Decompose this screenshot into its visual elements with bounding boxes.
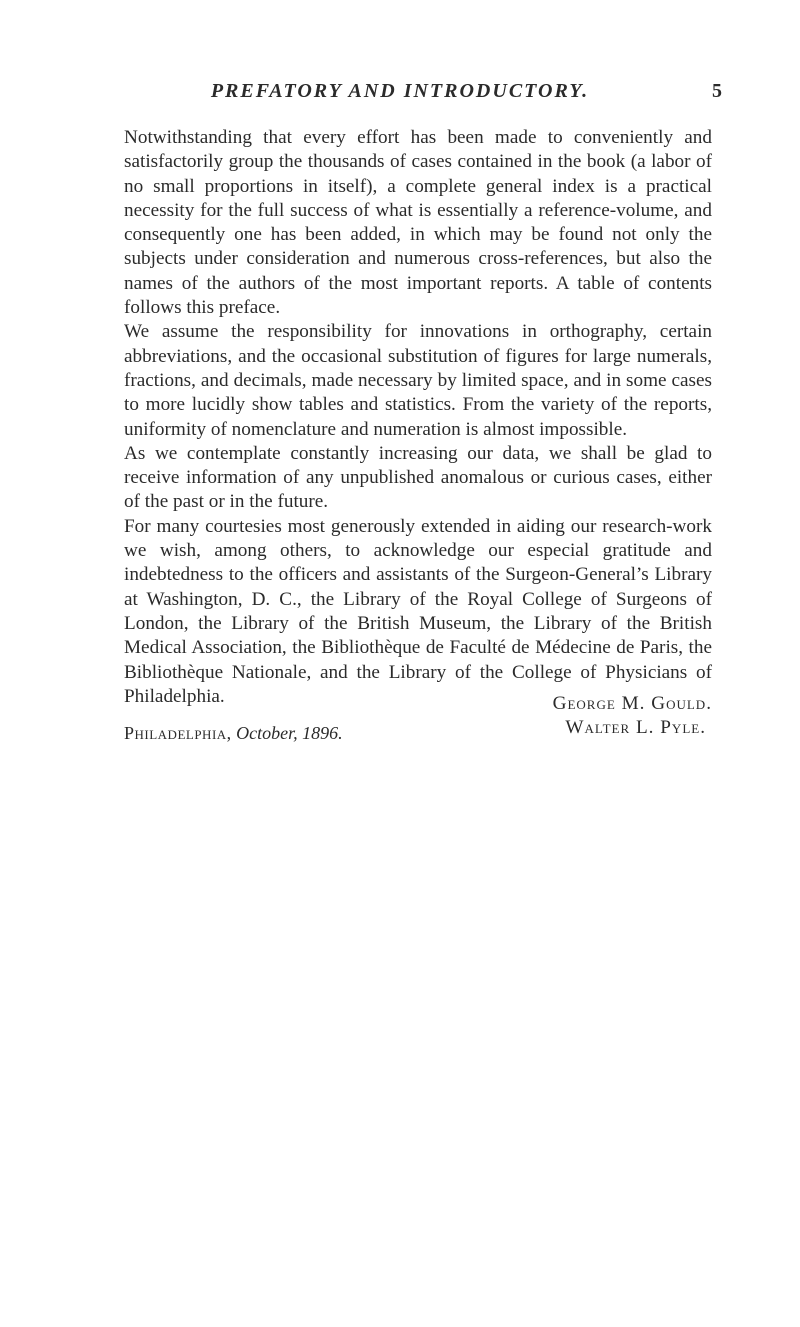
signature-block — [124, 693, 712, 753]
paragraph-1: Notwithstanding that every effort has been made to conveniently and satisfactorily group the thousands of cases contained in the book (a labor of no small proportions in itself), a complete general index is a practical necessity for the full success of what is essentially a reference-volume, and consequently one has been added, in which may be found not only the subjects under consideration and numerous cross-references, but also the names of the authors of the most important reports. A table of contents follows this preface. — [124, 127, 712, 319]
page-number: 5 — [712, 80, 722, 102]
paragraph-3: As we contemplate constantly increasing our data, we shall be glad to receive information of any unpublished anomalous or curious cases, either of the past or in the future. — [124, 442, 712, 513]
running-title: PREFATORY AND INTRODUCTORY. — [210, 80, 590, 102]
date: October, 1896. — [236, 723, 343, 743]
paragraph-2: We assume the responsibility for innovations in orthography, certain abbreviations, and the occasional substitution of figures for large numerals, fractions, and decimals, made necessary by limited space, and in some cases to more lucidly show tables and statistics. From the variety of the reports, uniformity of nomenclature and numeration is almost impossible. — [124, 321, 712, 440]
running-head — [0, 80, 800, 108]
place-date — [124, 723, 343, 744]
author-pyle: Walter L. Pyle. — [565, 717, 706, 738]
paragraph-4: For many courtesies most generously extended in aiding our research-work we wish, among others, to acknowledge our especial gratitude and indebtedness to the officers and assistants of the Surgeon-General’s Library at Washington, D. C., the Library of the Royal College of Surgeons of London, the Library of the British Museum, the Library of the British Medical Association, the Bibliothèque de Faculté de Médecine de Paris, the Bibliothèque Nationale, and the Library of the College of Physicians of Philadelphia. — [124, 515, 712, 707]
author-gould: George M. Gould. — [552, 693, 712, 714]
place: Philadelphia, — [124, 723, 232, 743]
preface-body — [124, 126, 712, 709]
